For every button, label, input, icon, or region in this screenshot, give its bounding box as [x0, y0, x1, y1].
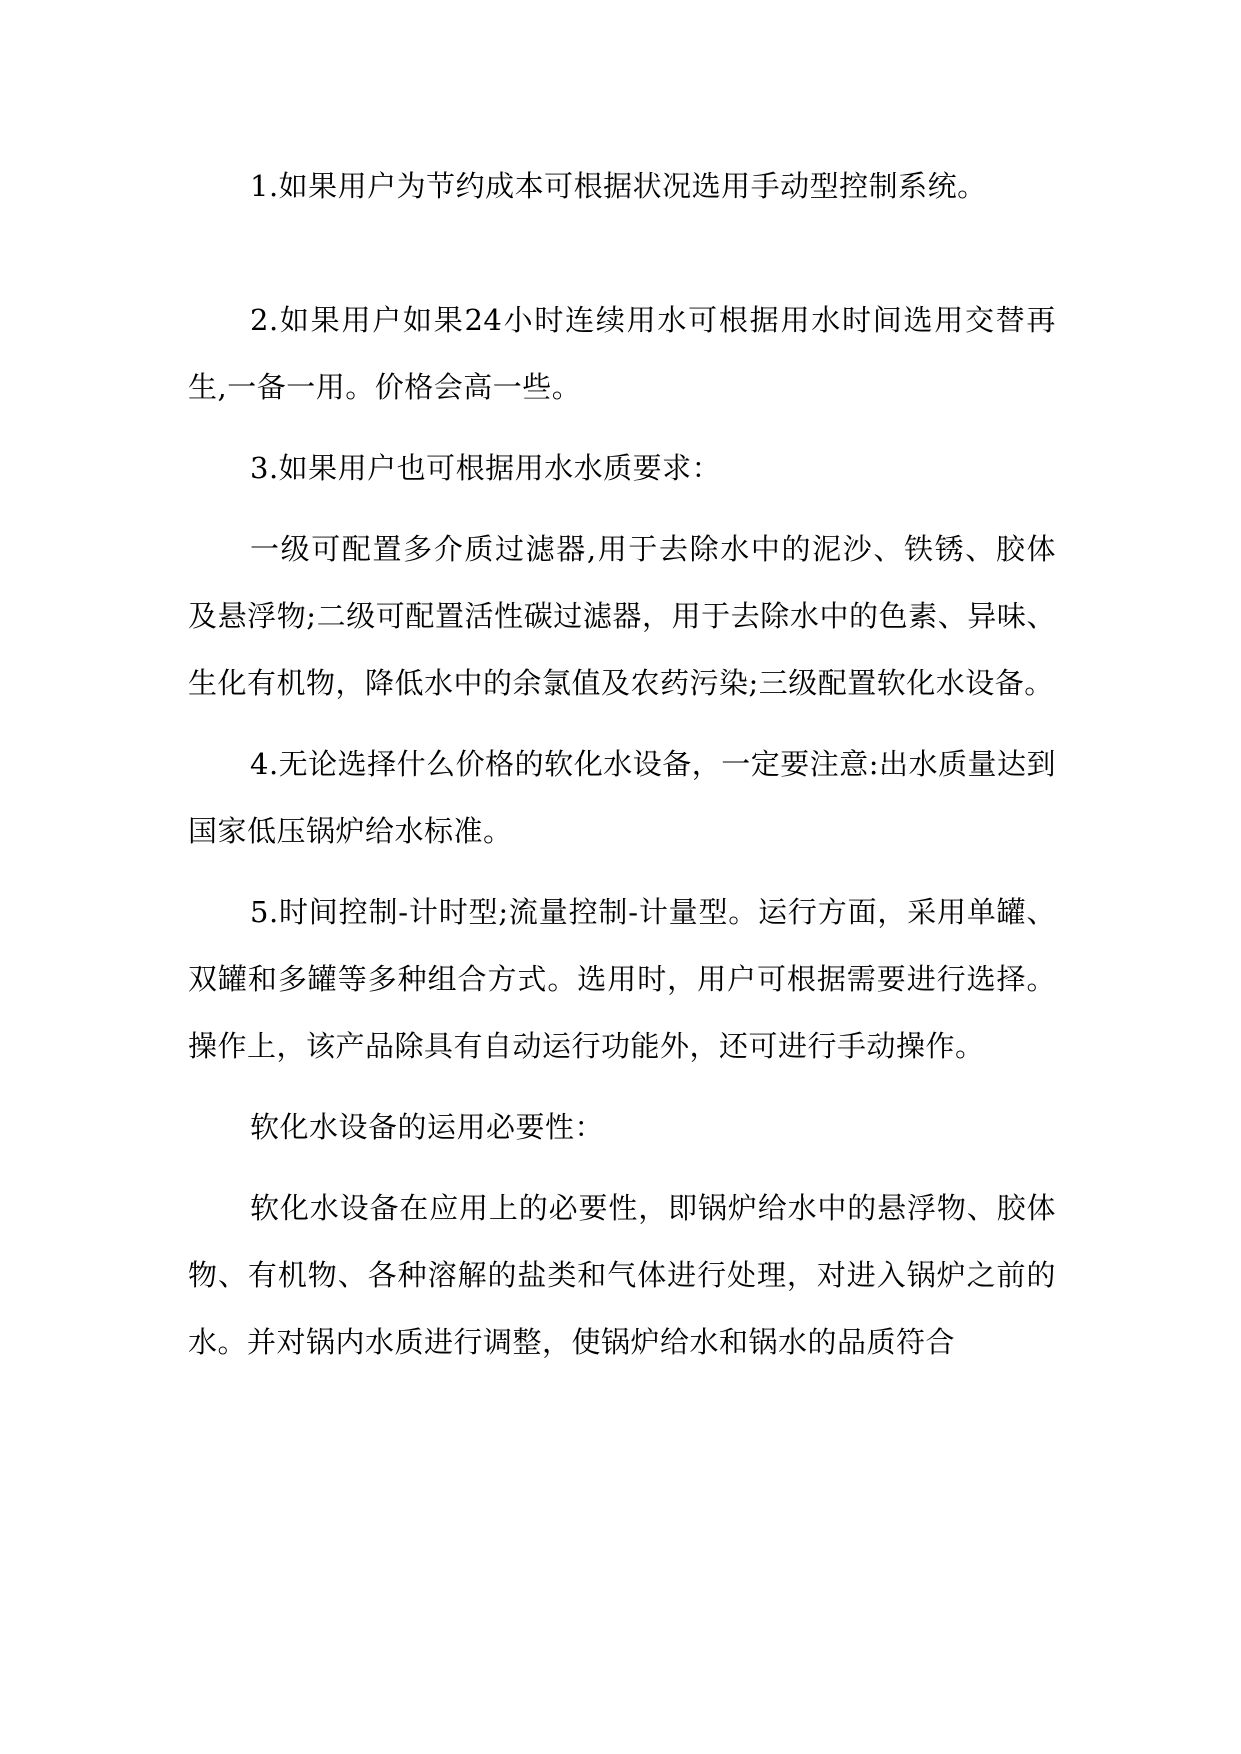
paragraph-5: 4.无论选择什么价格的软化水设备，一定要注意:出水质量达到国家低压锅炉给水标准。: [188, 747, 1056, 848]
paragraph-7: 软化水设备的运用必要性：: [250, 1110, 605, 1144]
paragraph-8: 软化水设备在应用上的必要性，即锅炉给水中的悬浮物、胶体物、有机物、各种溶解的盐类和气体进行处理，对进入锅炉之前的水。并对锅内水质进行调整，使锅炉给水和锅水的品质符合: [188, 1191, 1056, 1359]
paragraph-1: 1.如果用户为节约成本可根据状况选用手动型控制系统。: [250, 169, 987, 203]
paragraph-6: 5.时间控制-计时型;流量控制-计量型。运行方面，采用单罐、双罐和多罐等多种组合方式。选用时，用户可根据需要进行选择。操作上，该产品除具有自动运行功能外，还可进行手动操作。: [188, 895, 1056, 1063]
paragraph-2: 2.如果用户如果24小时连续用水可根据用水时间选用交替再生,一备一用。价格会高一些。: [188, 303, 1056, 404]
document-body: [188, 153, 1056, 1390]
paragraph-4: 一级可配置多介质过滤器,用于去除水中的泥沙、铁锈、胶体及悬浮物;二级可配置活性碳过滤器，用于去除水中的色素、异味、生化有机物，降低水中的余氯值及农药污染;三级配置软化水设备。: [188, 532, 1056, 700]
paragraph-3: 3.如果用户也可根据用水水质要求：: [250, 451, 722, 485]
